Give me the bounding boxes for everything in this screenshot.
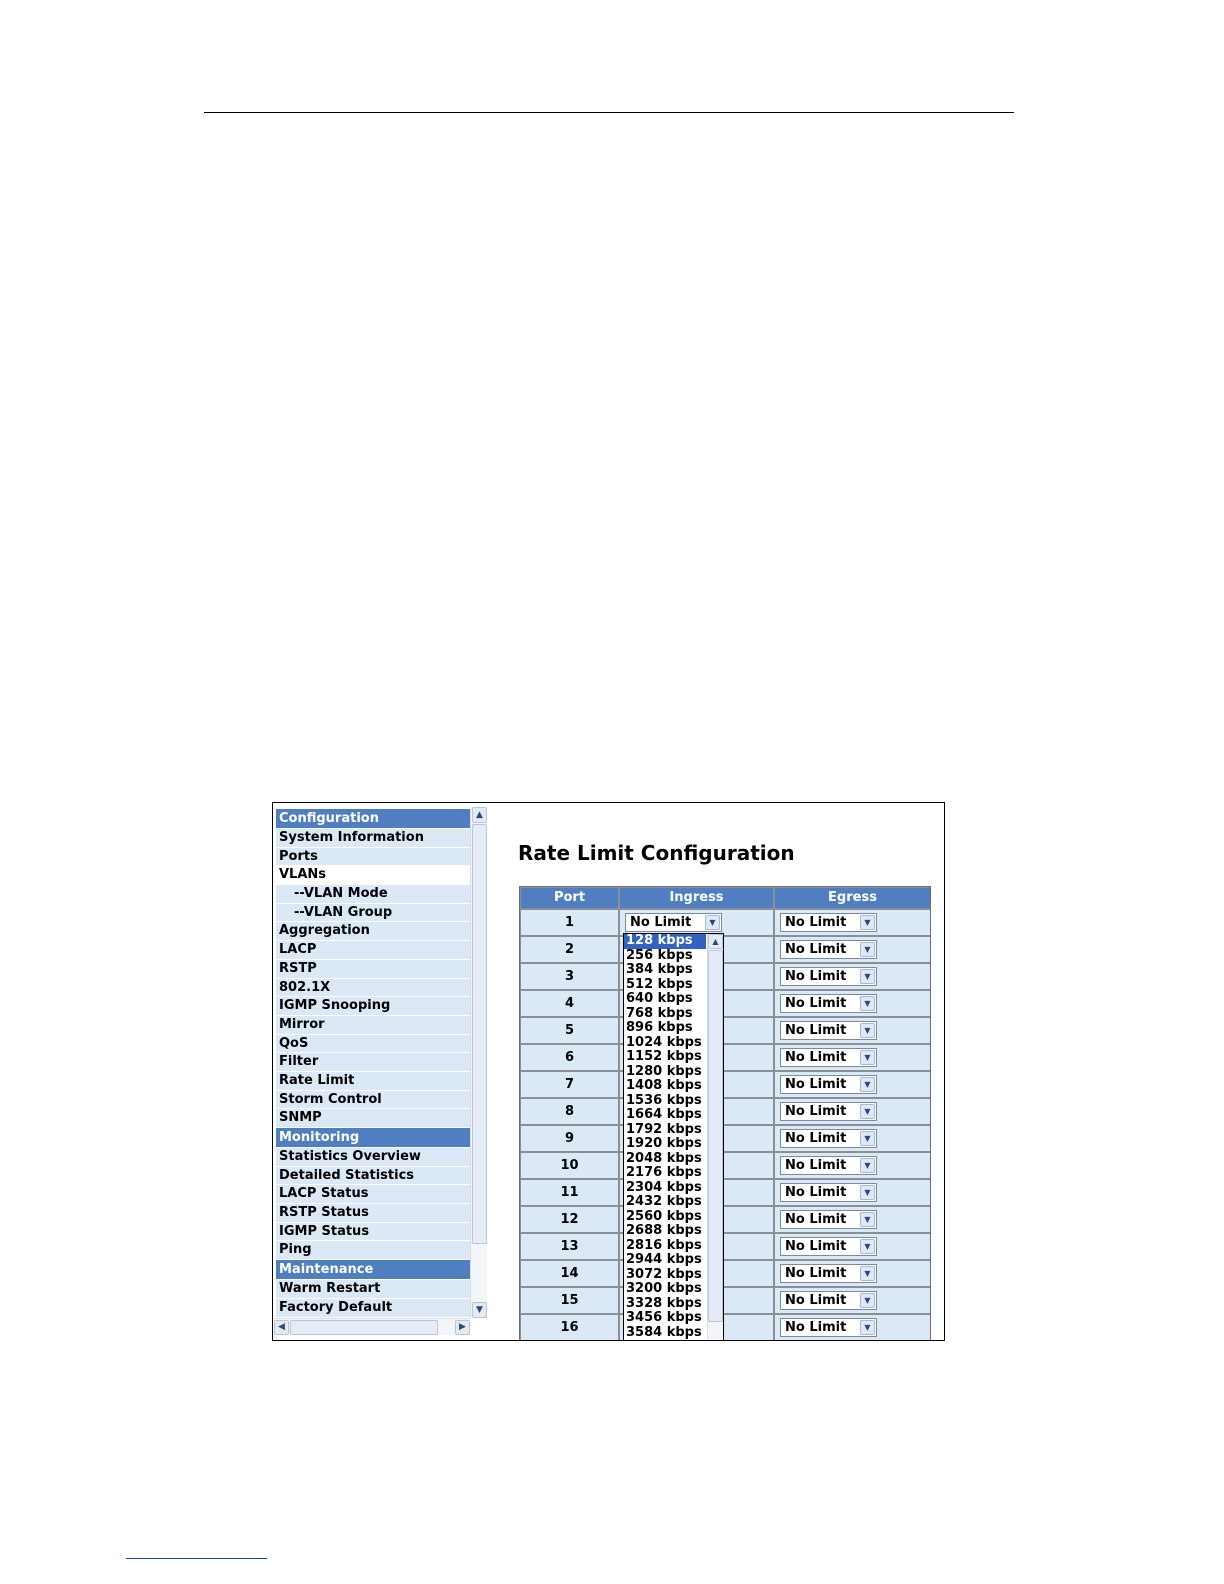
dropdown-option[interactable]: 896 kbps	[626, 1020, 693, 1035]
chevron-up-icon[interactable]: ▲	[708, 934, 723, 949]
egress-select[interactable]	[780, 1237, 877, 1256]
egress-select-value: No Limit	[785, 1239, 847, 1254]
sidebar-item[interactable]: RSTP	[276, 960, 470, 979]
column-header-port: Port	[521, 888, 618, 908]
egress-select[interactable]	[780, 1291, 877, 1310]
sidebar-item[interactable]: LACP Status	[276, 1185, 470, 1204]
egress-select-value: No Limit	[785, 942, 847, 957]
table-row	[521, 1207, 930, 1232]
dropdown-option[interactable]: 1280 kbps	[626, 1063, 702, 1079]
sidebar-vertical-scrollbar[interactable]	[470, 807, 487, 1318]
table-row	[521, 1180, 930, 1205]
egress-select-value: No Limit	[785, 1050, 847, 1065]
egress-select[interactable]	[780, 1021, 877, 1040]
table-row	[521, 1072, 930, 1097]
port-number: 6	[521, 1045, 618, 1070]
sidebar-item[interactable]: Aggregation	[276, 922, 470, 941]
dropdown-option[interactable]: 128 kbps	[624, 934, 706, 949]
table-row	[521, 964, 930, 989]
ingress-select-value: No Limit	[630, 915, 692, 930]
egress-select-value: No Limit	[785, 1320, 847, 1335]
dropdown-option[interactable]: 2560 kbps	[626, 1208, 702, 1224]
dropdown-arrow-icon[interactable]: ▼	[860, 1293, 875, 1308]
table-row	[521, 1288, 930, 1313]
dropdown-option[interactable]: 3328 kbps	[626, 1295, 702, 1311]
sidebar-item[interactable]: 802.1X	[276, 979, 470, 998]
dropdown-option[interactable]: 3200 kbps	[626, 1281, 702, 1296]
egress-cell	[775, 1315, 930, 1340]
egress-cell	[775, 1288, 930, 1313]
egress-cell	[775, 1018, 930, 1043]
dropdown-arrow-icon[interactable]: ▼	[860, 969, 875, 984]
sidebar-item[interactable]: SNMP	[276, 1109, 470, 1128]
dropdown-option[interactable]: 384 kbps	[626, 962, 693, 977]
sidebar-item[interactable]: Ports	[276, 848, 470, 867]
dropdown-option[interactable]: 1152 kbps	[626, 1049, 702, 1064]
egress-select[interactable]	[780, 1183, 877, 1202]
dropdown-arrow-icon[interactable]: ▼	[860, 1077, 875, 1092]
ingress-select[interactable]	[625, 913, 722, 932]
egress-select[interactable]	[780, 1048, 877, 1067]
sidebar-item[interactable]: Detailed Statistics	[276, 1167, 470, 1186]
table-row	[521, 1150, 930, 1178]
page-title: Rate Limit Configuration	[518, 841, 795, 865]
dropdown-arrow-icon[interactable]: ▼	[860, 1158, 875, 1173]
dropdown-option[interactable]: 2432 kbps	[626, 1194, 702, 1209]
dropdown-arrow-icon[interactable]: ▼	[860, 1185, 875, 1200]
dropdown-option[interactable]: 2816 kbps	[626, 1237, 702, 1253]
dropdown-arrow-icon[interactable]: ▼	[860, 1320, 875, 1335]
sidebar-item[interactable]: LACP	[276, 941, 470, 960]
egress-select[interactable]	[780, 1210, 877, 1229]
egress-select-value: No Limit	[785, 1104, 847, 1119]
egress-select-value: No Limit	[785, 996, 847, 1011]
dropdown-option[interactable]: 512 kbps	[626, 976, 693, 992]
sidebar-item[interactable]: --VLAN Mode	[276, 885, 470, 904]
egress-cell	[775, 910, 930, 935]
table-row	[521, 1099, 930, 1124]
port-number: 16	[521, 1315, 618, 1340]
dropdown-arrow-icon[interactable]: ▼	[860, 1023, 875, 1038]
sidebar-item[interactable]: Filter	[276, 1053, 470, 1072]
sidebar-item[interactable]: Ping	[276, 1241, 470, 1260]
egress-select[interactable]	[780, 1156, 877, 1175]
dropdown-option[interactable]: 256 kbps	[626, 947, 693, 963]
dropdown-option[interactable]: 1408 kbps	[626, 1078, 702, 1093]
table-row	[521, 1018, 930, 1043]
egress-cell	[775, 991, 930, 1016]
port-number: 12	[521, 1207, 618, 1232]
port-number: 3	[521, 964, 618, 989]
egress-cell	[775, 1126, 930, 1151]
port-number: 8	[521, 1099, 618, 1124]
sidebar-item[interactable]: IGMP Status	[276, 1223, 470, 1242]
egress-select-value: No Limit	[785, 1158, 847, 1173]
dropdown-option[interactable]: 768 kbps	[626, 1005, 693, 1021]
browser-screenshot	[272, 802, 945, 1341]
table-row	[521, 937, 930, 962]
egress-cell	[775, 937, 930, 962]
sidebar-item[interactable]: Statistics Overview	[276, 1148, 470, 1167]
sidebar-section-header: Maintenance	[276, 1260, 470, 1280]
egress-cell	[775, 1045, 930, 1070]
egress-cell	[775, 1207, 930, 1232]
sidebar-nav	[276, 809, 470, 1318]
footer-link-rule	[126, 1558, 267, 1559]
dropdown-option[interactable]: 640 kbps	[626, 991, 693, 1006]
egress-select-value: No Limit	[785, 969, 847, 984]
egress-cell	[775, 1072, 930, 1097]
dropdown-arrow-icon[interactable]: ▼	[860, 1104, 875, 1119]
table-row	[521, 991, 930, 1016]
column-header-ingress: Ingress	[620, 888, 773, 908]
dropdown-option[interactable]: 1664 kbps	[626, 1107, 702, 1122]
port-number: 14	[521, 1261, 618, 1286]
dropdown-arrow-icon[interactable]: ▼	[860, 915, 875, 930]
dropdown-arrow-icon[interactable]: ▼	[860, 1131, 875, 1146]
dropdown-option[interactable]: 2688 kbps	[626, 1223, 702, 1238]
port-number: 5	[521, 1018, 618, 1043]
sidebar-item[interactable]: QoS	[276, 1035, 470, 1054]
dropdown-option[interactable]: 1536 kbps	[626, 1092, 702, 1108]
sidebar-item[interactable]: --VLAN Group	[276, 904, 470, 923]
port-number: 10	[521, 1153, 618, 1178]
egress-select-value: No Limit	[785, 1077, 847, 1092]
egress-cell	[775, 1234, 930, 1259]
sidebar-item[interactable]: Factory Default	[276, 1299, 470, 1318]
port-number: 7	[521, 1072, 618, 1097]
table-row	[521, 910, 930, 935]
sidebar-item[interactable]: VLANs	[276, 866, 470, 885]
egress-select-value: No Limit	[785, 1131, 847, 1146]
sidebar-item[interactable]: System Information	[276, 829, 470, 848]
sidebar-item[interactable]: RSTP Status	[276, 1204, 470, 1223]
egress-cell	[775, 1099, 930, 1124]
page-top-rule	[204, 112, 1014, 113]
chevron-right-icon[interactable]: ▶	[455, 1320, 470, 1335]
port-number: 11	[521, 1180, 618, 1205]
egress-select-value: No Limit	[785, 1185, 847, 1200]
egress-select[interactable]	[780, 913, 877, 932]
port-number: 2	[521, 937, 618, 962]
dropdown-option[interactable]: 3072 kbps	[626, 1266, 702, 1282]
chevron-left-icon[interactable]: ◀	[274, 1320, 289, 1335]
egress-select[interactable]	[780, 1318, 877, 1337]
table-row	[521, 1126, 930, 1151]
egress-cell	[775, 1180, 930, 1205]
dropdown-arrow-icon[interactable]: ▼	[860, 1239, 875, 1254]
dropdown-arrow-icon[interactable]: ▼	[860, 1212, 875, 1227]
egress-select-value: No Limit	[785, 1293, 847, 1308]
dropdown-option[interactable]: 3456 kbps	[626, 1310, 702, 1325]
egress-select-value: No Limit	[785, 1023, 847, 1038]
egress-select[interactable]	[780, 940, 877, 959]
sidebar-horizontal-scrollbar[interactable]	[274, 1318, 470, 1335]
rate-limit-table	[519, 886, 931, 1341]
egress-select-value: No Limit	[785, 1212, 847, 1227]
sidebar-item[interactable]: Rate Limit	[276, 1072, 470, 1091]
egress-select[interactable]	[780, 1102, 877, 1121]
egress-select[interactable]	[780, 994, 877, 1013]
sidebar-section-header: Monitoring	[276, 1128, 470, 1148]
ingress-cell	[620, 910, 773, 935]
egress-select[interactable]	[780, 1264, 877, 1283]
ingress-dropdown-list[interactable]	[623, 933, 724, 1341]
sidebar-item[interactable]: Storm Control	[276, 1091, 470, 1110]
dropdown-scrollbar[interactable]	[707, 934, 723, 1341]
chevron-up-icon[interactable]: ▲	[472, 807, 487, 823]
scrollbar-thumb[interactable]	[708, 950, 723, 1322]
egress-select[interactable]	[780, 967, 877, 986]
table-row	[521, 1045, 930, 1070]
dropdown-option[interactable]: 2176 kbps	[626, 1165, 702, 1180]
scrollbar-thumb[interactable]	[472, 824, 487, 1244]
dropdown-option[interactable]: 1792 kbps	[626, 1121, 702, 1137]
dropdown-arrow-icon[interactable]: ▼	[705, 915, 720, 930]
dropdown-arrow-icon[interactable]: ▼	[860, 996, 875, 1011]
dropdown-arrow-icon[interactable]: ▼	[860, 1050, 875, 1065]
sidebar	[273, 803, 487, 1340]
sidebar-item[interactable]: Mirror	[276, 1016, 470, 1035]
table-row	[521, 1234, 930, 1259]
port-number: 9	[521, 1126, 618, 1151]
port-number: 4	[521, 991, 618, 1016]
dropdown-option[interactable]: 2048 kbps	[626, 1150, 702, 1166]
dropdown-option[interactable]: 3584 kbps	[626, 1324, 702, 1340]
egress-select[interactable]	[780, 1075, 877, 1094]
egress-select-value: No Limit	[785, 915, 847, 930]
column-header-egress: Egress	[775, 888, 930, 908]
egress-select-value: No Limit	[785, 1266, 847, 1281]
dropdown-option[interactable]: 2944 kbps	[626, 1252, 702, 1267]
dropdown-option[interactable]: 2304 kbps	[626, 1179, 702, 1195]
dropdown-arrow-icon[interactable]: ▼	[860, 1266, 875, 1281]
sidebar-item[interactable]: Warm Restart	[276, 1280, 470, 1299]
egress-cell	[775, 1153, 930, 1178]
egress-cell	[775, 1261, 930, 1286]
dropdown-option[interactable]: 1024 kbps	[626, 1034, 702, 1050]
egress-select[interactable]	[780, 1129, 877, 1148]
sidebar-section-header: Configuration	[276, 809, 470, 829]
dropdown-arrow-icon[interactable]: ▼	[860, 942, 875, 957]
chevron-down-icon[interactable]: ▼	[472, 1302, 487, 1318]
table-row	[521, 1315, 930, 1340]
scrollbar-thumb[interactable]	[290, 1320, 438, 1335]
table-row	[521, 1261, 930, 1286]
port-number: 1	[521, 910, 618, 935]
port-number: 15	[521, 1288, 618, 1313]
dropdown-option[interactable]: 1920 kbps	[626, 1136, 702, 1151]
port-number: 13	[521, 1234, 618, 1259]
egress-cell	[775, 964, 930, 989]
sidebar-item[interactable]: IGMP Snooping	[276, 997, 470, 1016]
